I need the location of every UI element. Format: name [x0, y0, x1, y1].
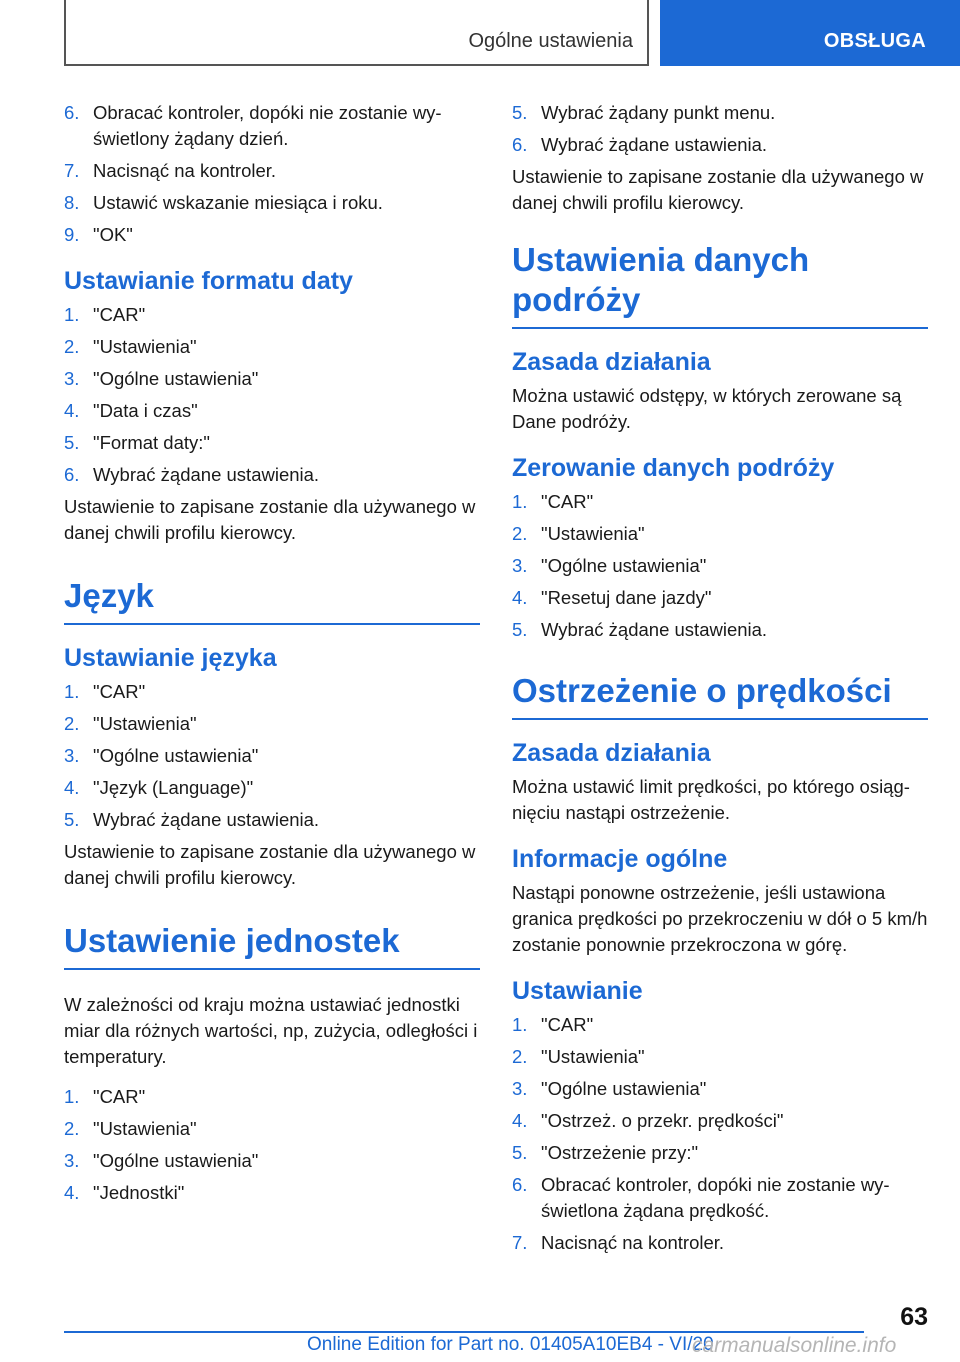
- step-item: [512, 132, 928, 158]
- step-text: "Jednostki": [93, 1182, 185, 1203]
- trip-title: Ustawienia danych podróży: [512, 240, 928, 329]
- step-number: 2.: [64, 336, 80, 357]
- step-text: Ustawić wskazanie miesiąca i roku.: [93, 192, 383, 213]
- step-text: "Ostrzeżenie przy:": [541, 1142, 699, 1163]
- step-text: "Data i czas": [93, 400, 198, 421]
- step-number: 4.: [512, 1110, 528, 1131]
- date-format-heading: Ustawianie formatu daty: [64, 267, 353, 295]
- speed-title: Ostrzeżenie o prędkości: [512, 671, 928, 720]
- step-number: 5.: [64, 432, 80, 453]
- step-number: 1.: [512, 1014, 528, 1035]
- step-item: [512, 100, 928, 126]
- step-text: "Język (Language)": [93, 777, 254, 798]
- step-item: [512, 1044, 928, 1070]
- step-number: 9.: [64, 224, 80, 245]
- step-number: 1.: [64, 681, 80, 702]
- step-item: [64, 711, 480, 737]
- step-number: 3.: [512, 1078, 528, 1099]
- step-number: 8.: [64, 192, 80, 213]
- units-steps-list: [64, 1084, 480, 1206]
- step-item: [512, 1012, 928, 1038]
- step-text: "CAR": [541, 491, 594, 512]
- step-item: [64, 462, 480, 488]
- step-item: [512, 617, 928, 643]
- step-text: Obracać kontroler, dopóki nie zostanie wy‐świetlony żądany dzień.: [93, 102, 442, 149]
- step-number: 5.: [512, 1142, 528, 1163]
- step-number: 3.: [64, 745, 80, 766]
- step-number: 2.: [64, 1118, 80, 1139]
- step-number: 7.: [64, 160, 80, 181]
- step-number: 1.: [64, 304, 80, 325]
- step-number: 4.: [64, 777, 80, 798]
- step-number: 5.: [64, 809, 80, 830]
- step-text: "Ustawienia": [541, 523, 645, 544]
- step-item: [64, 366, 480, 392]
- step-item: [64, 398, 480, 424]
- step-number: 6.: [512, 1174, 528, 1195]
- step-text: Wybrać żądane ustawienia.: [93, 464, 320, 485]
- right-column: [512, 100, 928, 1262]
- step-text: "Ustawienia": [93, 1118, 197, 1139]
- units-intro: W zależności od kraju można ustawiać jednostki miar dla różnych wartości, np, zużycia, odległości i temperatury.: [64, 994, 478, 1067]
- step-number: 2.: [512, 523, 528, 544]
- step-item: [64, 302, 480, 328]
- step-text: "Ogólne ustawienia": [541, 555, 707, 576]
- speed-general-text: Nastąpi ponowne ostrzeżenie, jeśli ustawiona granica prędkości po przekroczeniu w dół o 5 km/h zostanie ponownie przekroczona w górę.: [512, 882, 928, 955]
- step-text: "CAR": [93, 681, 146, 702]
- header-chapter-label: OBSŁUGA: [823, 30, 926, 52]
- step-item: [64, 100, 480, 152]
- step-item: [512, 1108, 928, 1134]
- step-number: 7.: [512, 1232, 528, 1253]
- header-section-box: [64, 0, 649, 66]
- units-title: Ustawienie jednostek: [64, 921, 480, 970]
- step-number: 6.: [64, 102, 80, 123]
- language-title: Język: [64, 576, 480, 625]
- step-text: "Ustawienia": [541, 1046, 645, 1067]
- trip-principle-text: Można ustawić odstępy, w których zerowane są Dane podróży.: [512, 385, 902, 432]
- language-steps-list: [64, 679, 480, 833]
- step-text: "CAR": [93, 304, 146, 325]
- footer-divider: [64, 1331, 864, 1333]
- step-item: [64, 222, 480, 248]
- step-item: [512, 1140, 928, 1166]
- date-format-note: Ustawienie to zapisane zostanie dla używanego w danej chwili profilu kierowcy.: [64, 496, 476, 543]
- step-text: Nacisnąć na kontroler.: [93, 160, 277, 181]
- language-note: Ustawienie to zapisane zostanie dla używanego w danej chwili profilu kierowcy.: [64, 841, 476, 888]
- trip-principle-heading: Zasada działania: [512, 348, 711, 376]
- step-item: [64, 1148, 480, 1174]
- step-number: 1.: [512, 491, 528, 512]
- step-number: 4.: [64, 400, 80, 421]
- units-note: Ustawienie to zapisane zostanie dla używanego w danej chwili profilu kierowcy.: [512, 166, 924, 213]
- step-item: [64, 1084, 480, 1110]
- step-item: [64, 679, 480, 705]
- step-number: 2.: [512, 1046, 528, 1067]
- step-text: "Ostrzeż. o przekr. prędkości": [541, 1110, 784, 1131]
- step-item: [64, 158, 480, 184]
- left-column: [64, 100, 480, 1212]
- step-item: [64, 430, 480, 456]
- step-number: 3.: [64, 368, 80, 389]
- step-text: "Ogólne ustawienia": [93, 368, 259, 389]
- speed-setting-steps-list: [512, 1012, 928, 1256]
- step-item: [64, 334, 480, 360]
- trip-reset-heading: Zerowanie danych podróży: [512, 454, 835, 482]
- page-number: 63: [900, 1303, 928, 1331]
- step-item: [512, 553, 928, 579]
- step-item: [512, 1230, 928, 1256]
- date-format-steps-list: [64, 302, 480, 488]
- step-item: [64, 743, 480, 769]
- step-number: 4.: [512, 587, 528, 608]
- step-text: "Resetuj dane jazdy": [541, 587, 712, 608]
- step-item: [64, 1116, 480, 1142]
- speed-setting-heading: Ustawianie: [512, 977, 643, 1005]
- speed-principle-text: Można ustawić limit prędkości, po którego osiąg‐nięciu nastąpi ostrzeżenie.: [512, 776, 910, 823]
- step-text: Wybrać żądane ustawienia.: [93, 809, 320, 830]
- step-item: [512, 585, 928, 611]
- speed-principle-heading: Zasada działania: [512, 739, 711, 767]
- trip-reset-steps-list: [512, 489, 928, 643]
- step-number: 3.: [64, 1150, 80, 1171]
- step-number: 1.: [64, 1086, 80, 1107]
- step-text: Obracać kontroler, dopóki nie zostanie wy‐świetlona żądana prędkość.: [541, 1174, 890, 1221]
- step-item: [64, 190, 480, 216]
- speed-general-heading: Informacje ogólne: [512, 845, 728, 873]
- step-number: 6.: [512, 134, 528, 155]
- step-number: 5.: [512, 102, 528, 123]
- step-text: "Ogólne ustawienia": [541, 1078, 707, 1099]
- step-item: [512, 1076, 928, 1102]
- step-text: "CAR": [93, 1086, 146, 1107]
- step-item: [512, 1172, 928, 1224]
- step-text: "OK": [93, 224, 133, 245]
- step-text: Wybrać żądane ustawienia.: [541, 134, 768, 155]
- watermark: carmanualsonline.info: [692, 1334, 897, 1357]
- step-text: "Ustawienia": [93, 336, 197, 357]
- step-item: [512, 489, 928, 515]
- step-text: Wybrać żądany punkt menu.: [541, 102, 776, 123]
- step-text: "Ustawienia": [93, 713, 197, 734]
- step-item: [64, 1180, 480, 1206]
- language-heading: Ustawianie języka: [64, 644, 277, 672]
- units-steps-cont-list: [512, 100, 928, 158]
- step-number: 3.: [512, 555, 528, 576]
- header-section-title: Ogólne ustawienia: [468, 30, 633, 52]
- step-number: 5.: [512, 619, 528, 640]
- step-text: "Format daty:": [93, 432, 210, 453]
- step-item: [64, 775, 480, 801]
- footer-edition: Online Edition for Part no. 01405A10EB4 - VI/20: [307, 1334, 714, 1355]
- step-text: Wybrać żądane ustawienia.: [541, 619, 768, 640]
- step-number: 2.: [64, 713, 80, 734]
- step-text: Nacisnąć na kontroler.: [541, 1232, 725, 1253]
- step-number: 4.: [64, 1182, 80, 1203]
- step-number: 6.: [64, 464, 80, 485]
- step-item: [512, 521, 928, 547]
- step-text: "Ogólne ustawienia": [93, 745, 259, 766]
- date-steps-list: [64, 100, 480, 248]
- header-chapter-tab[interactable]: [660, 0, 960, 66]
- step-text: "Ogólne ustawienia": [93, 1150, 259, 1171]
- step-item: [64, 807, 480, 833]
- step-text: "CAR": [541, 1014, 594, 1035]
